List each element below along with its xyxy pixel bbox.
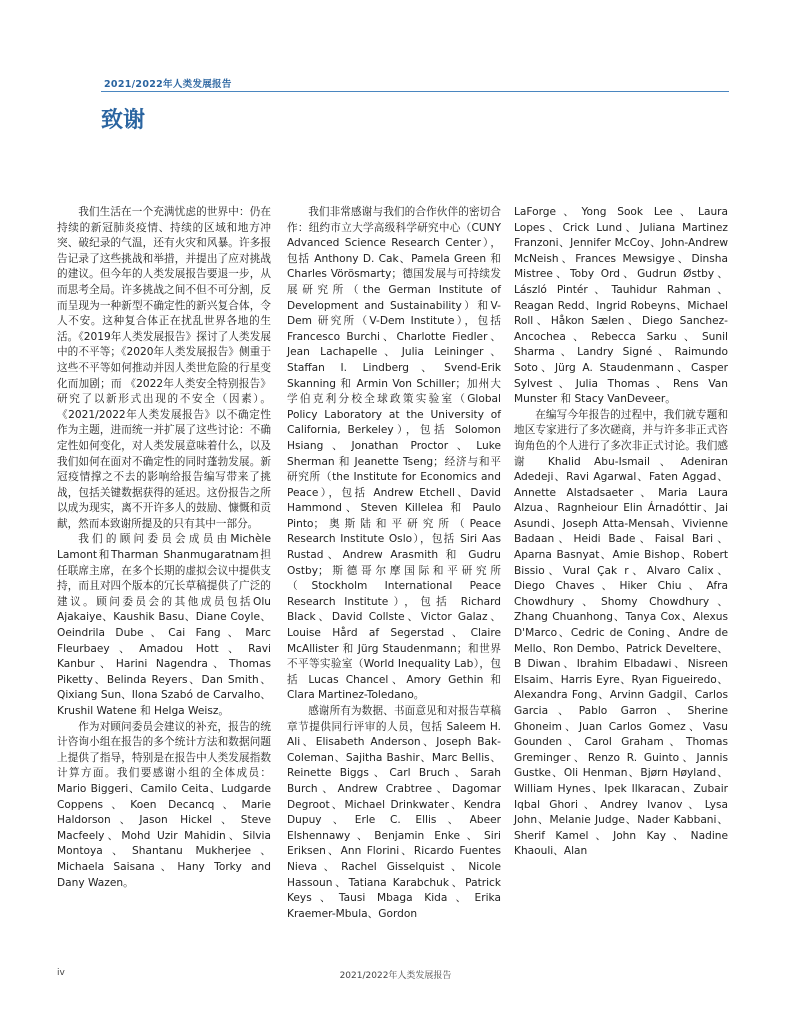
text-column-1 <box>57 205 271 891</box>
text-column-3 <box>514 205 728 860</box>
page-title: 致谢 <box>101 108 146 133</box>
paragraph-peer-reviewers-cont: LaForge、Yong Sook Lee、Laura Lopes、Crick Lund、Juliana Martinez Franzoni、Jennifer McCoy、John-Andrew McNeish、Frances Mewsigye、Dinsha Mistree、Toby Ord、Gudrun Østby、László Pintér、Tauhidur Rahman、Reagan Redd、Ingrid Robeyns、Michael Roll、Håkon Sælen、Diego Sanchez-Ancochea、Rebecca Sarku、Sunil Sharma、Landry Signé、Raimundo Soto、Jürg A. Staudenmann、Casper Sylvest、Julia Thomas、Rens Van Munster 和 Stacy VanDeveer。 <box>514 206 728 406</box>
paragraph-statistical-panel: 作为对顾问委员会建议的补充，报告的统计咨询小组在报告的多个统计方法和数据问题上提供了指导，特别是在报告中人类发展指数计算方面。我们要感谢小组的全体成员： Mario Biggeri、Camilo Ceita、Ludgarde Coppens、Koen Decancq、Marie Haldorson、Jason Hickel、Steve Macfeely、Mohd Uzir Mahidin、Silvia Montoya、Shantanu Mukherjee、Michaela Saisana、Hany Torky and Dany Wazen。 <box>57 720 271 889</box>
text-column-2 <box>287 205 501 922</box>
paragraph-advisory-board: 我们的顾问委员会成员由Michèle Lamont和Tharman Shanmugaratnam担任联席主席，在多个长期的虚拟会议中提供支持，而且对四个版本的冗长草稿提供了广泛的建议。顾问委员会的其他成员包括Olu Ajakaiye、Kaushik Basu、Diane Coyle、Oeindrila Dube、Cai Fang、Marc Fleurbaey、Amadou Hott、Ravi Kanbur、Harini Nagendra、Thomas Piketty、Belinda Reyers、Dan Smith、Qixiang Sun、Ilona Szabó de Carvalho、Krushil Watene 和 Helga Weisz。 <box>57 533 271 717</box>
report-series-label: 2021/2022年人类发展报告 <box>104 79 232 90</box>
page-number: iv <box>57 968 65 978</box>
paragraph-peer-reviewers: 感谢所有为数据、书面意见和对报告草稿章节提供同行评审的人员，包括 Saleem H. Ali、Elisabeth Anderson、Joseph Bak-Coleman、Sajitha Bashir、Marc Bellis、Reinette Biggs、Carl Bruch、Sarah Burch、Andrew Crabtree、Dagomar Degroot、Michael Drinkwater、Kendra Dupuy、Erle C. Ellis、Abeer Elshennawy、Benjamin Enke、Siri Eriksen、Ann Florini、Ricardo Fuentes Nieva、Rachel Gisselquist、Nicole Hassoun、Tatiana Karabchuk、Patrick Keys、Tausi Mbaga Kida、Erika Kraemer-Mbula、Gordon <box>287 705 501 920</box>
paragraph-consultations: 在编写今年报告的过程中，我们就专题和地区专家进行了多次磋商，并与许多非正式咨询角色的个人进行了多次非正式讨论。我们感谢 Khalid Abu-Ismail、Adeniran Adedeji、Ravi Agarwal、Faten Aggad、Annette Alstadsaeter、Maria Laura Alzua、Ragnheiour Elin Árnadóttir、Jai Asundi、Joseph Atta-Mensah、Vivienne Badaan、Heidi Bade、Faisal Bari、Aparna Basnyat、Amie Bishop、Robert Bissio、Vural Çak r、Alvaro Calix、Diego Chaves、Hiker Chiu、Afra Chowdhury、Shomy Chowdhury、Zhang Chuanhong、Tanya Cox、Alexus D'Marco、Cedric de Coning、Andre de Mello、Ron Dembo、Patrick Develtere、B Diwan、Ibrahim Elbadawi、Nisreen Elsaim、Harris Eyre、Ryan Figueiredo、Alexandra Fong、Arvinn Gadgil、Carlos Garcia、Pablo Garron、Sherine Ghoneim、Juan Carlos Gomez、Vasu Gounden、Carol Graham、Thomas Greminger、Renzo R. Guinto、Jannis Gustke、Oli Henman、Bjørn Høyland、William Hynes、Ipek Ilkaracan、Zubair Iqbal Ghori、Andrey Ivanov、Lysa John、Melanie Judge、Nader Kabbani、Sherif Kamel、John Kay、Nadine Khaouli、Alan <box>514 408 728 858</box>
footer-report-title: 2021/2022年人类发展报告 <box>339 971 452 981</box>
header-divider <box>101 91 729 92</box>
paragraph-intro: 我们生活在一个充满忧虑的世界中：仍在持续的新冠肺炎疫情、持续的区域和地方冲突、破纪录的气温，还有火灾和风暴。许多报告记录了这些挑战和举措，并提出了应对挑战的建议。但今年的人类发展报告要退一步，从而思考全局。许多挑战之间不但不可分割，反而呈现为一种新型不确定性的新兴复合体，令人不安。这种复合体正在扰乱世界各地的生活。《2019年人类发展报告》探讨了人类发展中的不平等；《2020年人类发展报告》侧重于这些不平等如何推动并因人类世危险的行星变化而加剧；而 《2022年人类安全特别报告》研究了以新形式出现的不安全（因素）。《2021/2022年人类发展报告》以不确定性作为主题，进而统一并扩展了这些讨论：不确定性如何变化，对人类发展意味着什么，以及我们如何在面对不确定性的同时蓬勃发展。新冠疫情撑之不去的影响给报告编写带来了挑战，包括关键数据获得的延迟。这份报告之所以成为现实，离不开许多人的鼓励、慷慨和贡献，然而本致谢所提及的只有其中一部分。 <box>57 206 271 530</box>
paragraph-partners: 我们非常感谢与我们的合作伙伴的密切合作：纽约市立大学高级科学研究中心（CUNY Advanced Science Research Center），包括 Anthony D. Cak、Pamela Green 和 Charles Vörösmarty；德国发展与可持续发展研究所（the German Institute of Development and Sustainability）和V-Dem 研究所（V-Dem Institute），包括 Francesco Burchi、Charlotte Fiedler、Jean Lachapelle、Julia Leininger、Staffan I. Lindberg、Svend-Erik Skanning 和 Armin Von Schiller；加州大学伯克利分校全球政策实验室（Global Policy Laboratory at the University of California, Berkeley），包括 Solomon Hsiang、Jonathan Proctor、Luke Sherman 和 Jeanette Tseng；经济与和平研究所（the Institute for Economics and Peace），包括 Andrew Etchell、David Hammond、Steven Killelea 和 Paulo Pinto；奥斯陆和平研究所（Peace Research Institute Oslo），包括 Siri Aas Rustad、Andrew Arasmith 和 Gudru Ostby；斯德哥尔摩国际和平研究所（Stockholm International Peace Research Institute），包括 Richard Black、David Collste、Victor Galaz、Louise Hård af Segerstad、Claire McAllister 和 Jürg Staudenmann；和世界不平等实验室（World Inequality Lab），包括 Lucas Chancel、Amory Gethin 和 Clara Martinez-Toledano。 <box>287 206 501 702</box>
